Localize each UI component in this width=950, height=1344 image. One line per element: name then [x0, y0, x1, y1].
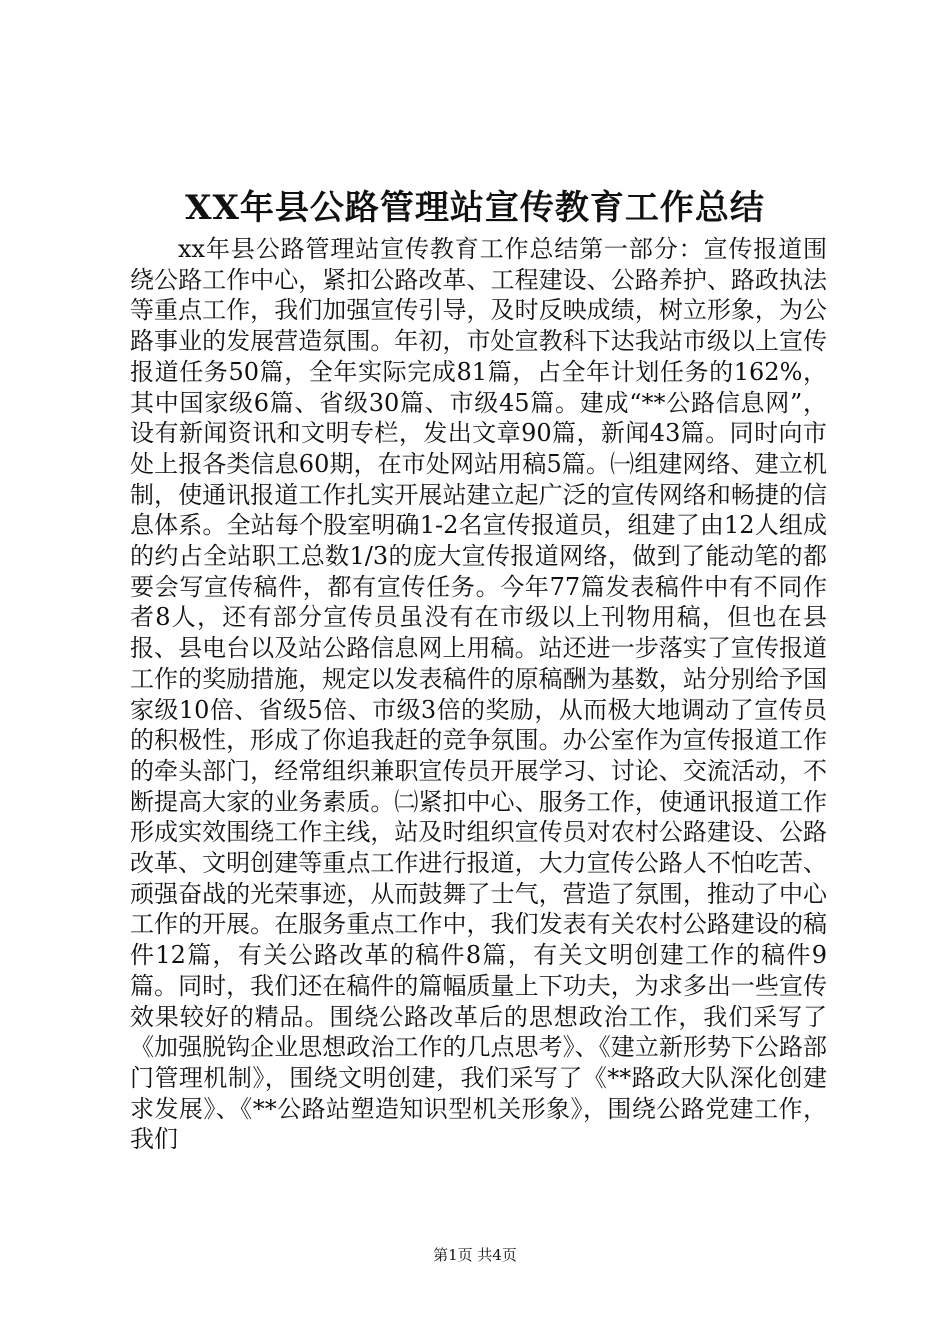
document-title: XX年县公路管理站宣传教育工作总结 [185, 188, 765, 228]
page-footer: 第1页 共4页 [433, 1246, 517, 1264]
document-body: xx年县公路管理站宣传教育工作总结第一部分：宣传报道围绕公路工作中心，紧扣公路改革、工程建设、公路养护、路政执法等重点工作，我们加强宣传引导，及时反映成绩，树立形象，为公路事业的发展营造氛围。年初，市处宣教科下达我站市级以上宣传报道任务50篇，全年实际完成81篇，占全年计划任务的162%，其中国家级6篇、省级30篇、市级45篇。建成“**公路信息网”，设有新闻资讯和文明专栏，发出文章90篇，新闻43篇。同时向市处上报各类信息60期，在市处网站用稿5篇。㈠组建网络、建立机制，使通讯报道工作扎实开展站建立起广泛的宣传网络和畅捷的信息体系。全站每个股室明确1-2名宣传报道员，组建了由12人组成的约占全站职工总数1/3的庞大宣传报道网络，做到了能动笔的都要会写宣传稿件，都有宣传任务。今年77篇发表稿件中有不同作者8人，还有部分宣传员虽没有在市级以上刊物用稿，但也在县报、县电台以及站公路信息网上用稿。站还进一步落实了宣传报道工作的奖励措施，规定以发表稿件的原稿酬为基数，站分别给予国家级10倍、省级5倍、市级3倍的奖励，从而极大地调动了宣传员的积极性，形成了你追我赶的竞争氛围。办公室作为宣传报道工作的牵头部门，经常组织兼职宣传员开展学习、讨论、交流活动，不断提高大家的业务素质。㈡紧扣中心、服务工作，使通讯报道工作形成实效围绕工作主线，站及时组织宣传员对农村公路建设、公路改革、文明创建等重点工作进行报道，大力宣传公路人不怕吃苦、顽强奋战的光荣事迹，从而鼓舞了士气，营造了氛围，推动了中心工作的开展。在服务重点工作中，我们发表有关农村公路建设的稿件12篇，有关公路改革的稿件8篇，有关文明创建工作的稿件9篇。同时，我们还在稿件的篇幅质量上下功夫，为求多出一些宣传效果较好的精品。围绕公路改革后的思想政治工作，我们采写了《加强脱钩企业思想政治工作的几点思考》、《建立新形势下公路部门管理机制》，围绕文明创建，我们采写了《**路政大队深化创建求发展》、《**公路站塑造知识型机关形象》，围绕公路党建工作，我们 [130, 235, 827, 1154]
